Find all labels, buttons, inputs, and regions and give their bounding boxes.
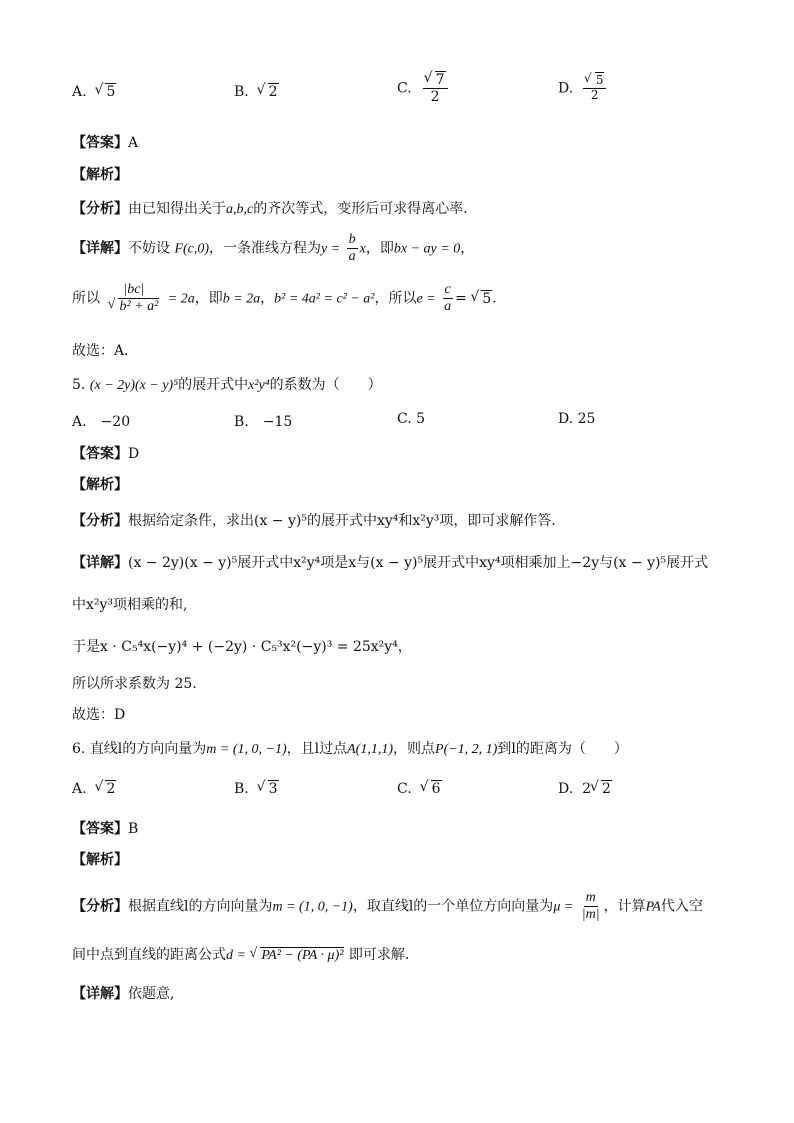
- q6-fenxi-1: 【分析】根据直线l的方向向量为m = (1, 0, −1)，取直线l的一个单位方向向量为μ = $\frac{m}{|m|}$ ，计算PA代入空: [72, 890, 703, 923]
- q6-option-b: B. √ 3: [234, 781, 279, 797]
- q5-option-d: D. 25: [558, 411, 596, 427]
- q4-option-d: D. √ $\frac{5}{2}$: [558, 74, 608, 103]
- q6-question: 6. 直线l的方向向量为m = (1, 0, −1)，且l过点A(1,1,1)，则点P(−1, 2, 1)到l的距离为（ ）: [72, 741, 628, 757]
- q6-analysis-tag: 【解析】: [72, 852, 128, 868]
- q5-xiangjie-3: 于是x · C₅⁴x(−y)⁴ + (−2y) · C₅³x²(−y)³ = 25x²y⁴，: [72, 639, 412, 655]
- q6-option-d: D. 2√ 2: [558, 781, 612, 797]
- q4-answer: 【答案】A: [72, 135, 139, 151]
- q5-question: 5. (x − 2y)(x − y)⁵的展开式中x²y⁴的系数为（ ）: [72, 377, 382, 393]
- q6-xiangjie: 【详解】依题意,: [72, 986, 175, 1002]
- q6-option-a: A. √ 2: [72, 781, 116, 797]
- q5-analysis-tag: 【解析】: [72, 477, 128, 493]
- q6-option-c: C. √ 6: [397, 781, 442, 797]
- q4-option-b: B. √ 2: [234, 84, 279, 100]
- q5-option-a: A. −20: [72, 414, 131, 430]
- q5-answer: 【答案】D: [72, 446, 140, 462]
- q5-option-b: B. −15: [234, 414, 293, 430]
- q4-xiangjie-2: 所以 |bc| √ b² + a² = 2a，即b = 2a，b² = 4a² = c² − a²，所以e = $\frac{c}{a}$ = √ 5．: [72, 282, 506, 315]
- q4-fenxi: 【分析】由已知得出关于a,b,c的齐次等式，变形后可求得离心率．: [72, 201, 478, 217]
- q4-option-c: C. √ $\frac{7}{2}$: [397, 72, 450, 105]
- q4-option-a: A. √ 5: [72, 84, 116, 100]
- q5-fenxi: 【分析】根据给定条件，求出(x − y)⁵的展开式中xy⁴和x²y³项，即可求解作答.: [72, 513, 556, 529]
- q5-choose: 故选：D: [72, 707, 126, 723]
- q6-answer: 【答案】B: [72, 821, 139, 837]
- q4-choose: 故选：A．: [72, 343, 139, 359]
- q4-xiangjie-1: 【详解】不妨设 F(c,0)，一条准线方程为y = $\frac{b}{a}$ x，即bx − ay = 0，: [72, 232, 475, 265]
- q4-analysis-tag: 【解析】: [72, 167, 128, 183]
- q5-xiangjie-2: 中x²y³项相乘的和,: [72, 597, 188, 613]
- q5-xiangjie-4: 所以所求系数为 25.: [72, 676, 197, 692]
- q5-xiangjie-1: 【详解】(x − 2y)(x − y)⁵展开式中x²y⁴项是x与(x − y)⁵展开式中xy⁴项相乘加上−2y与(x − y)⁵展开式: [72, 555, 709, 571]
- q6-fenxi-2: 间中点到直线的距离公式d = √ PA² − (PA · μ)² 即可求解.: [72, 944, 409, 964]
- q5-option-c: C. 5: [397, 411, 426, 427]
